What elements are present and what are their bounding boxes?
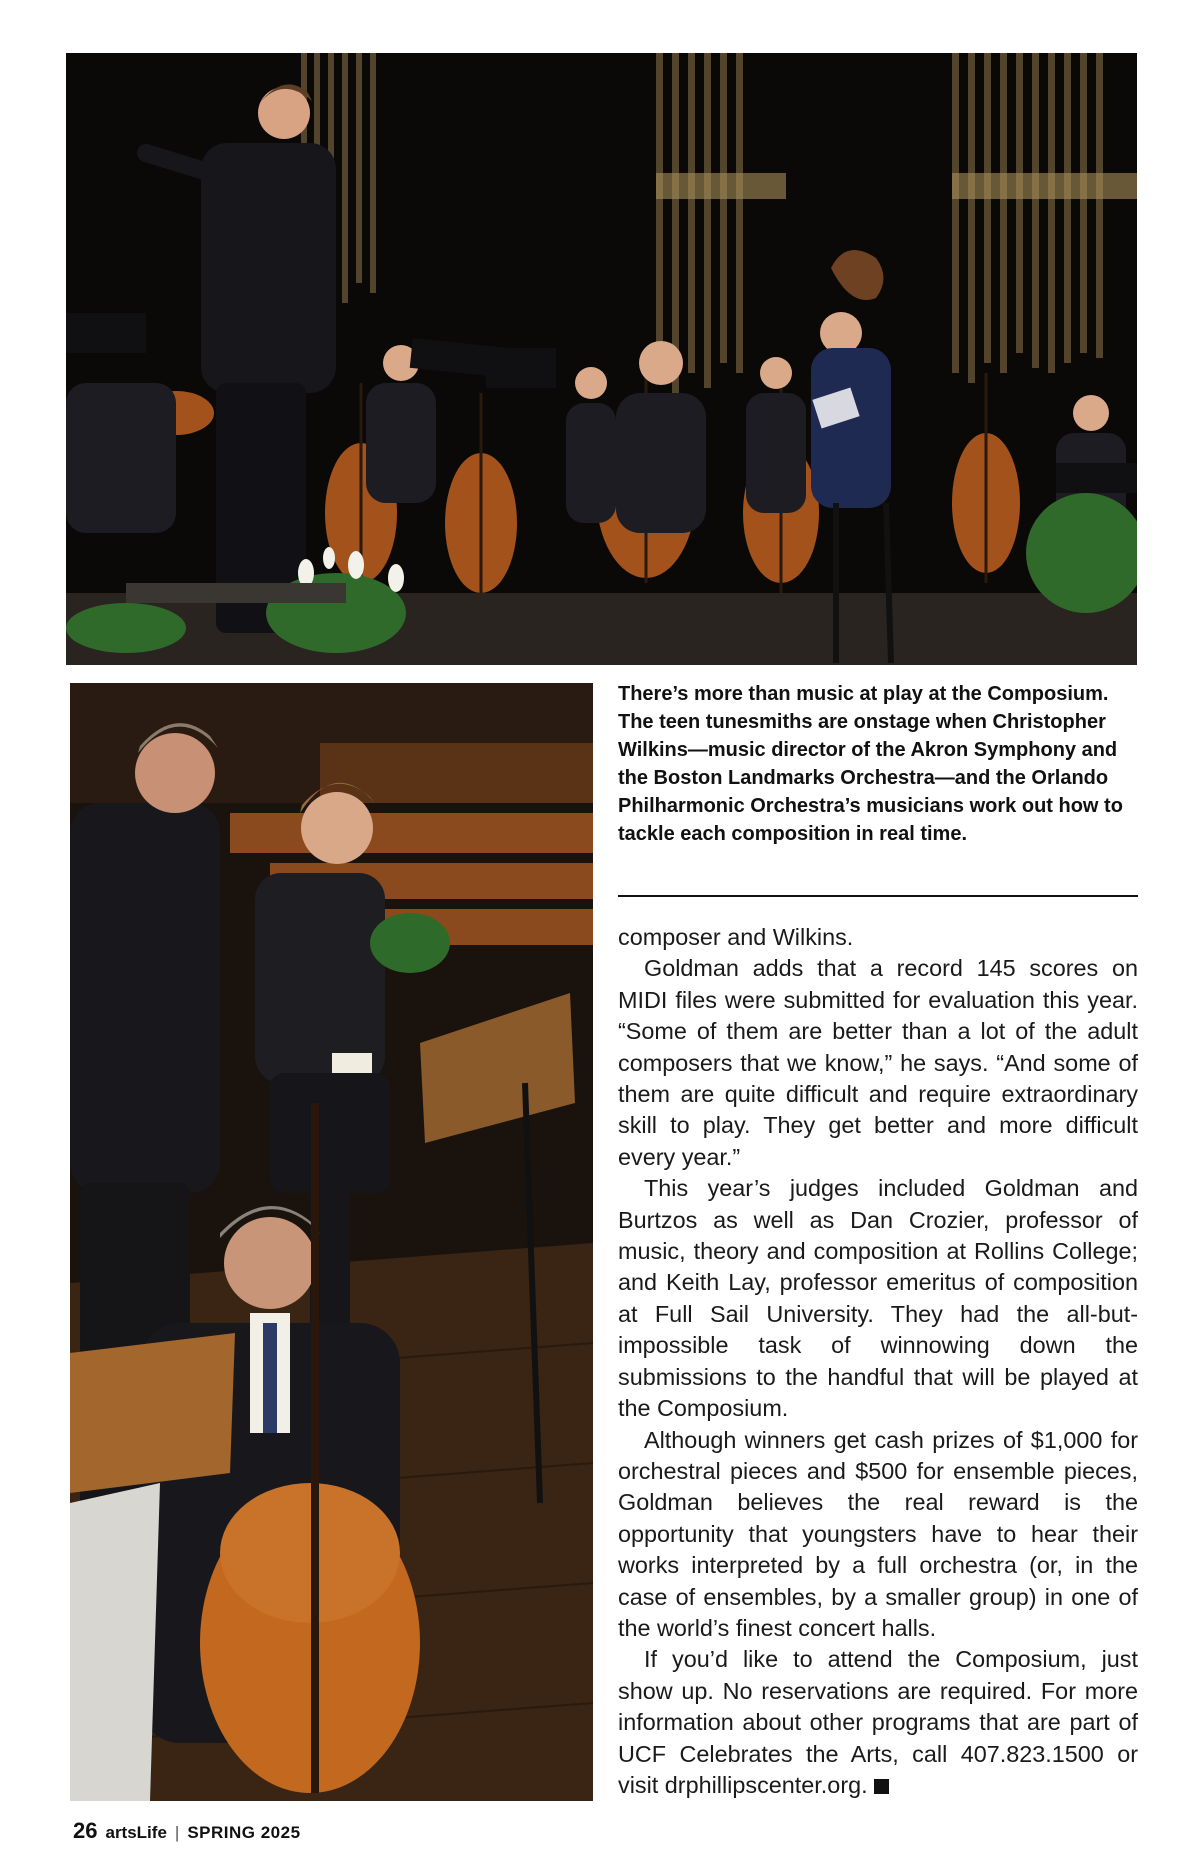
issue-label: SPRING 2025: [187, 1823, 301, 1842]
photo-caption: There’s more than music at play at the Composium. The teen tunesmiths are onstage when Christopher Wilkins—music director of the Akron Symphony and the Boston Landmarks Orchestra—and the Orlando Philharmonic Orchestra’s musicians work out how to tackle each composition in real time.: [618, 683, 1123, 845]
article-paragraph: Although winners get cash prizes of $1,000 for orchestral pieces and $500 for ensemble pieces, Goldman believes the real reward is the opportunity that youngsters have to hear their works interpreted by a full orchestra (or, in the case of ensembles, by a smaller group) in one of the world’s finest concert halls.: [618, 1426, 1138, 1641]
article-paragraph-last: [618, 1644, 1138, 1801]
article-paragraph: This year’s judges included Goldman and Burtzos as well as Dan Crozier, professor of music, theory and composition at Rollins College; and Keith Lay, professor emeritus of composition at Full Sail University. They had the all-but-impossible task of winnowing down the submissions to the handful that will be played at the Composium.: [618, 1175, 1138, 1422]
orchestra-stage-illustration: [66, 53, 1137, 665]
article-last-text: If you’d like to attend the Composium, just show up. No reservations are required. For more information about other programs that are part of UCF Celebrates the Arts, call 407.823.1500 or visit drphillipscenter.org.: [618, 1646, 1138, 1798]
article-paragraph: composer and Wilkins.: [618, 924, 854, 950]
footer-separator: |: [174, 1823, 180, 1842]
caption-divider: [618, 895, 1138, 897]
article-paragraph: Goldman adds that a record 145 scores on MIDI files were submitted for evaluation this year. “Some of them are better than a lot of the adult composers that we know,” he says. “And some of them are quite difficult and require extraordinary skill to play. They get better and more difficult every year.”: [618, 955, 1138, 1170]
orchestra-stage-photo: [66, 53, 1137, 665]
rehearsal-illustration: [70, 683, 593, 1801]
end-of-article-mark: [874, 1779, 889, 1794]
article-body: [618, 922, 1138, 1801]
rehearsal-photo: [70, 683, 593, 1801]
page-footer: [73, 1818, 301, 1846]
page-number: 26: [73, 1818, 98, 1843]
magazine-name: artsLife: [105, 1823, 167, 1842]
